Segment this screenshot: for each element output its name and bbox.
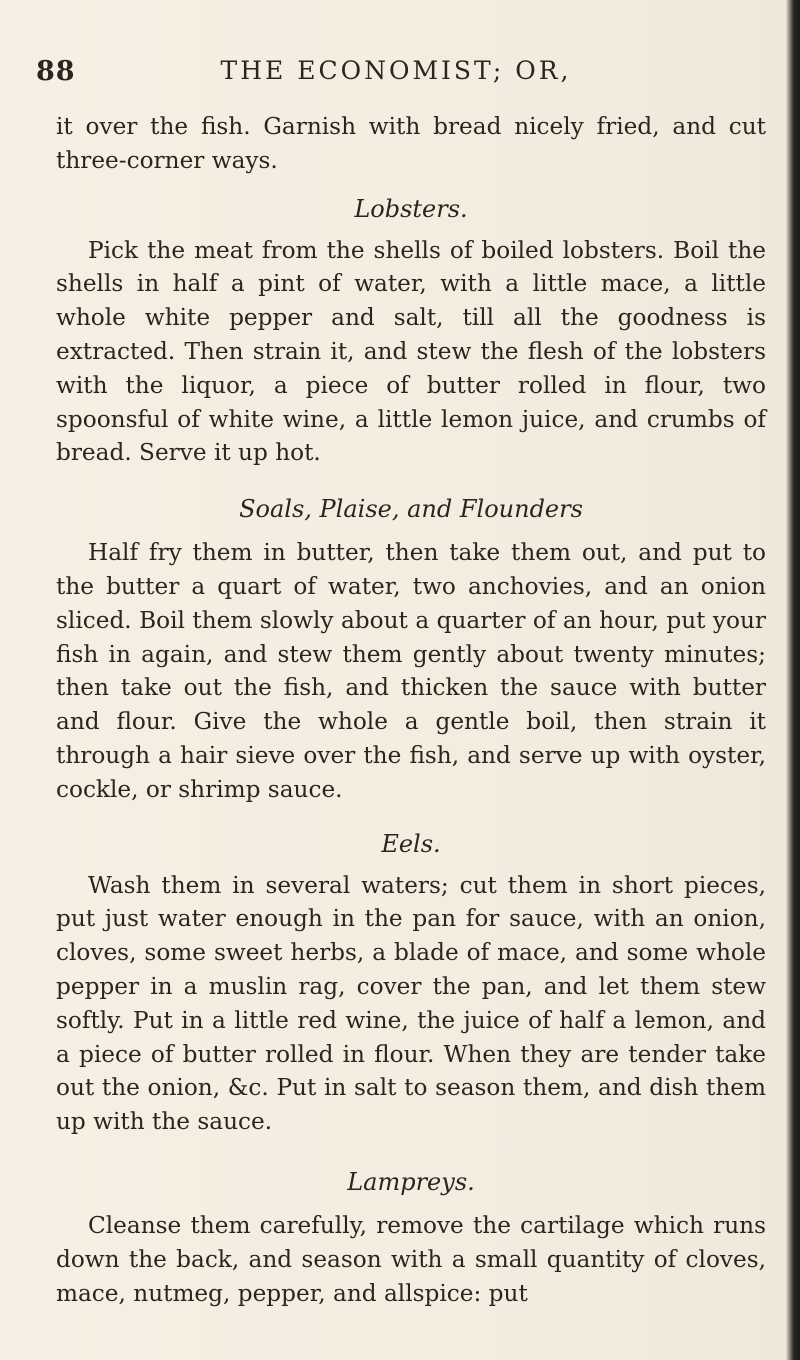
section-text-soals: Half fry them in butter, then take them out, and put to the butter a quart of water, two anchovies, and an onion sliced. Boil them slowly about a quarter of an hour, put your fish in again, and stew them gently about twenty minutes; then take out the fish, and thicken the sauce with butter and flour. Give the whole a gentle boil, then strain it through a hair sieve over the fish, and serve up with oyster, cockle, or shrimp sauce. [56,539,766,803]
page-edge-shadow [786,0,800,1360]
section-text-lampreys: Cleanse them carefully, remove the cartilage which runs down the back, and season with a small quantity of cloves, mace, nutmeg, pepper, and allspice: put [56,1211,766,1307]
section-text-lobsters: Pick the meat from the shells of boiled lobsters. Boil the shells in half a pint of water, with a little mace, a little whole white pepper and salt, till all the goodness is extracted. Then strain it, and stew the flesh of the lobsters with the liquor, a piece of butter rolled in flour, two spoonsful of white wine, a little lemon juice, and crumbs of bread. Serve it up hot. [56,236,766,467]
page-number: 88 [36,56,76,87]
section-heading-lampreys: Lampreys. [347,1167,475,1196]
section-heading-lobsters: Lobsters. [354,194,468,223]
running-head: THE ECONOMIST; OR, [220,56,572,85]
section-text-eels: Wash them in several waters; cut them in short pieces, put just water enough in the pan for sauce, with an onion, cloves, some sweet herbs, a blade of mace, and some whole pepper in a muslin rag, cover the pan, and let them stew softly. Put in a little red wine, the juice of half a lemon, and a piece of butter rolled in flour. When they are tender take out the onion, &c. Put in salt to season them, and dish them up with the sauce. [56,871,766,1136]
section-heading-eels: Eels. [381,829,441,858]
section-heading-soals: Soals, Plaise, and Flounders [239,495,583,524]
intro-paragraph: it over the fish. Garnish with bread nicely fried, and cut three-corner ways. [56,113,766,174]
page-header [36,56,756,96]
page-text [56,110,766,1310]
